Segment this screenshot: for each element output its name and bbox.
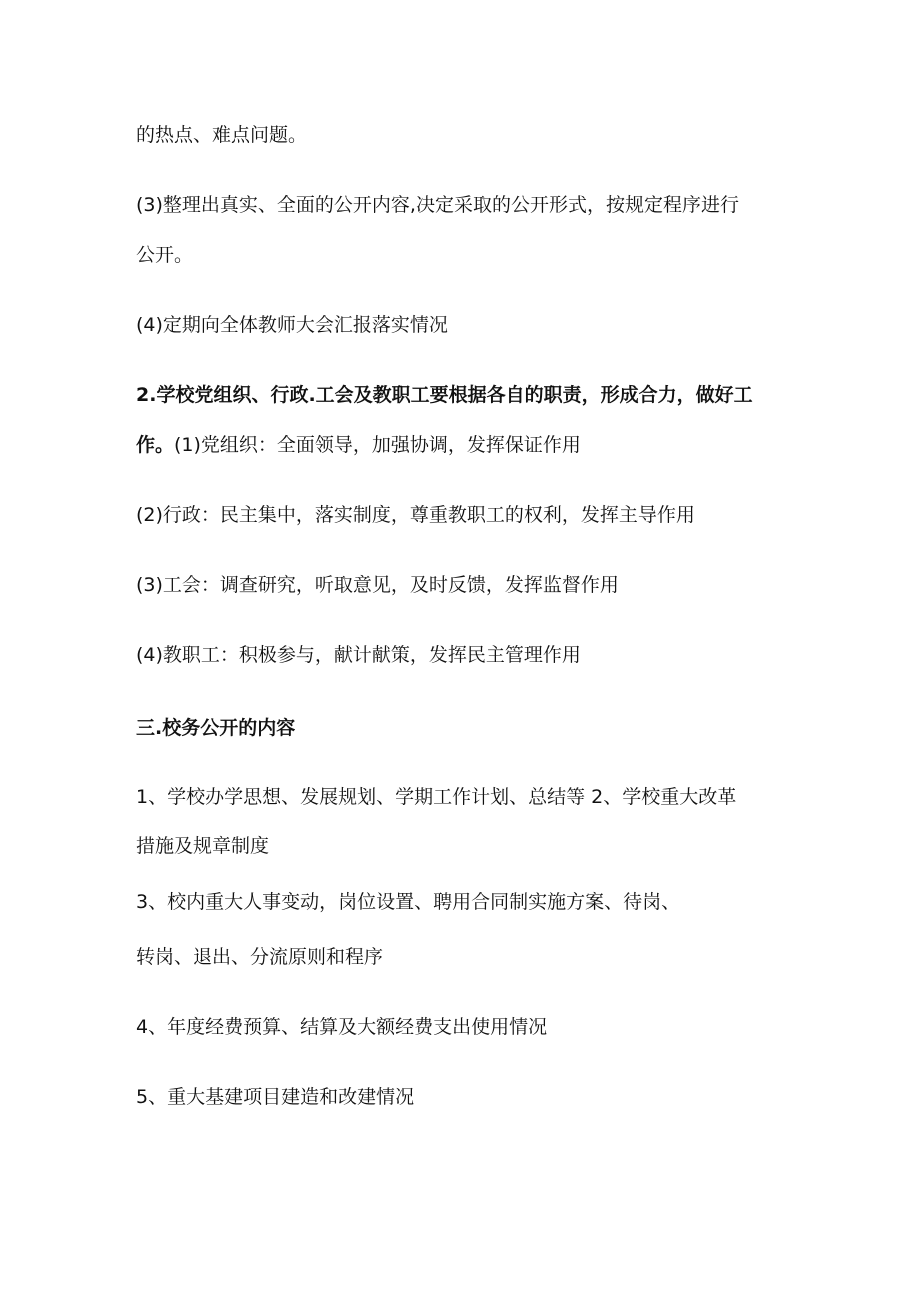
list-item: (2)行政：民主集中，落实制度，尊重教职工的权利，发挥主导作用 (136, 504, 695, 526)
section-heading: 2.学校党组织、行政.工会及教职工要根据各自的职责，形成合力，做好工 (136, 384, 753, 406)
text-line: 公开。 (136, 244, 194, 266)
text-line: (3)整理出真实、全面的公开内容,决定采取的公开形式，按规定程序进行 (136, 194, 739, 216)
list-item: 4、年度经费预算、结算及大额经费支出使用情况 (136, 1016, 548, 1038)
list-item: (3)工会：调查研究，听取意见，及时反馈，发挥监督作用 (136, 574, 619, 596)
list-item: (4)教职工：积极参与，献计献策，发挥民主管理作用 (136, 644, 581, 666)
section-heading: 三.校务公开的内容 (136, 717, 296, 739)
list-item: 5、重大基建项目建造和改建情况 (136, 1086, 415, 1108)
text-line: (4)定期向全体教师大会汇报落实情况 (136, 314, 448, 336)
section-heading-end: 作。 (136, 434, 175, 456)
list-item: 措施及规章制度 (136, 835, 270, 857)
text-line: 的热点、难点问题。 (136, 124, 308, 146)
list-item: 1、学校办学思想、发展规划、学期工作计划、总结等 2、学校重大改革 (136, 786, 737, 808)
list-item: 3、校内重大人事变动，岗位设置、聘用合同制实施方案、待岗、 (136, 891, 681, 913)
list-item: (1)党组织：全面领导，加强协调，发挥保证作用 (174, 434, 581, 456)
text-line (136, 433, 796, 457)
list-item: 转岗、退出、分流原则和程序 (136, 946, 384, 968)
